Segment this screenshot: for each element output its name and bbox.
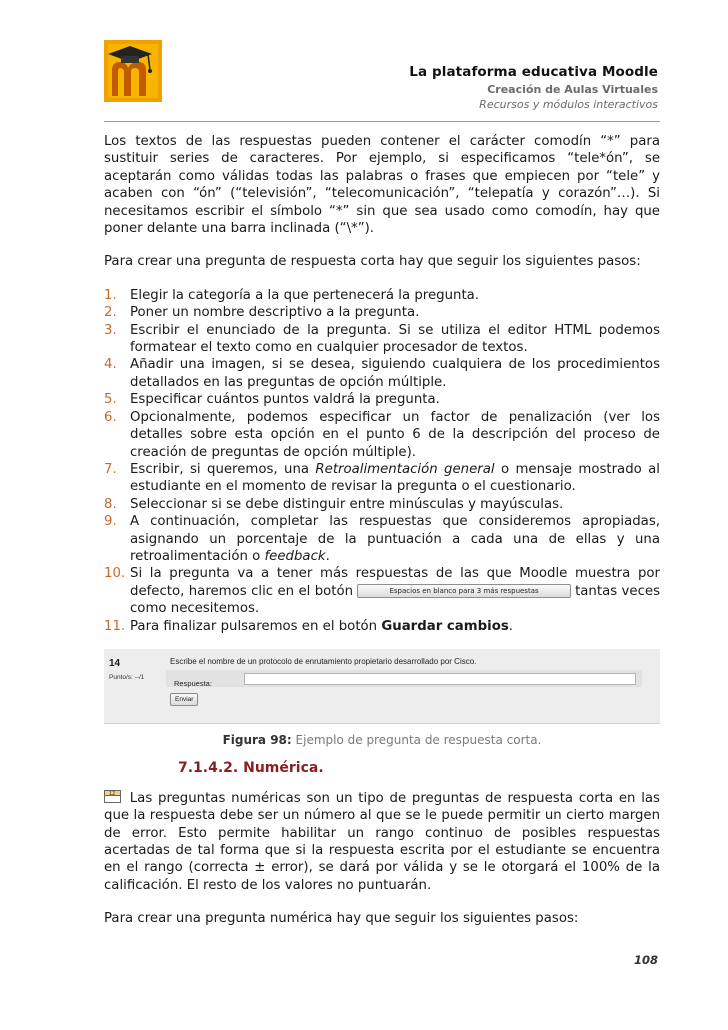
header-title: La plataforma educativa Moodle (409, 64, 658, 80)
answer-label: Respuesta: (174, 678, 212, 688)
list-item: 4. Añadir una imagen, si se desea, siguiendo cualquiera de los procedimientos detallados en las preguntas de opción múltiple. (104, 357, 660, 390)
intro-paragraph: Los textos de las respuestas pueden contener el carácter comodín “*” para sustituir series de caracteres. Por ejemplo, si especificamos “tele*ón”, se aceptarán como válidas todas las palabras o frases que empiecen por “tele” y acaben con “ón” (“televisión”, “telecomunicación”, “telepatía y corazón”…). Si necesitamos escribir el símbolo “*” sin que sea usado como comodín, hay que poner delante una barra inclinada (“\*”). (104, 134, 660, 237)
numeric-steps-intro: Para crear una pregunta numérica hay que seguir los siguientes pasos: (104, 911, 579, 927)
submit-button[interactable]: Enviar (170, 693, 198, 706)
list-item: 9. A continuación, completar las respuestas que consideremos apropiadas, asignando un porcentaje de la puntuación a cada una de ellas y una retroalimentación o feedback. (104, 514, 660, 564)
list-item: 5. Especificar cuántos puntos valdrá la pregunta. (104, 392, 440, 408)
question-points: Punto/s: --/1 (109, 673, 145, 681)
figure-text: Ejemplo de pregunta de respuesta corta. (295, 732, 542, 747)
list-item: 8. Seleccionar si se debe distinguir entre minúsculas y mayúsculas. (104, 496, 564, 512)
answer-input[interactable] (244, 673, 636, 685)
page-header (409, 64, 658, 111)
steps-list (104, 287, 660, 635)
question-text: Escribe el nombre de un protocolo de enrutamiento propietario desarrollado por Cisco. (170, 656, 477, 666)
list-item: 2. Poner un nombre descriptivo a la pregunta. (104, 305, 420, 321)
header-subtitle: Creación de Aulas Virtuales (487, 83, 658, 96)
retroalimentacion-term: Retroalimentación general (315, 461, 495, 477)
numeric-icon-label: 12 (109, 790, 116, 797)
feedback-term: feedback (264, 548, 326, 564)
question-screenshot (104, 649, 660, 724)
list-item: 11. Para finalizar pulsaremos en el botón Guardar cambios. (104, 618, 513, 634)
steps-intro: Para crear una pregunta de respuesta corta hay que seguir los siguientes pasos: (104, 254, 641, 270)
list-item: 10. Si la pregunta va a tener más respuestas de las que Moodle muestra por defecto, haremos clic en el botón Espacios en blanco para 3 más respuestas tantas veces como necesitemos. (104, 566, 660, 617)
figure-label: Figura 98: (222, 732, 292, 747)
list-item: 1. Elegir la categoría a la que pertenecerá la pregunta. (104, 287, 480, 303)
section-title: 7.1.4.2. Numérica. (178, 760, 324, 777)
page-number: 108 (633, 953, 658, 967)
header-subtitle-secondary: Recursos y módulos interactivos (479, 98, 658, 111)
figure-caption (104, 732, 660, 749)
header-divider (104, 121, 660, 122)
numeric-question-icon (104, 790, 121, 803)
page-content (104, 133, 660, 928)
list-item: 6. Opcionalmente, podemos especificar un factor de penalización (ver los detalles sobre esta opción en el punto 6 de la descripción del proceso de creación de preguntas de opción múltiple). (104, 409, 660, 460)
list-item: 3. Escribir el enunciado de la pregunta. Si se utiliza el editor HTML podemos formatear el texto como en cualquier procesador de textos. (104, 322, 660, 356)
numeric-paragraph-block (104, 790, 660, 894)
moodle-logo-icon (104, 40, 162, 102)
list-item: 7. Escribir, si queremos, una Retroalimentación general o mensaje mostrado al estudiante en el momento de revisar la pregunta o el cuestionario. (104, 461, 661, 495)
save-changes-term: Guardar cambios (381, 618, 509, 634)
numeric-paragraph: Las preguntas numéricas son un tipo de preguntas de respuesta corta en las que la respuesta debe ser un número al que se le puede permitir un cierto margen de error. Esto permite habilitar un rango continuo de posibles respuestas acertadas de tal forma que si la respuesta escrita por el estudiante se encuentra en el rango (correcta ± error), se dará por válida y se le otorgará el 100% de la calificación. El resto de los valores no puntuarán. (104, 790, 660, 893)
question-number: 14 (109, 657, 121, 669)
add-blanks-button[interactable]: Espacios en blanco para 3 más respuestas (357, 584, 571, 598)
